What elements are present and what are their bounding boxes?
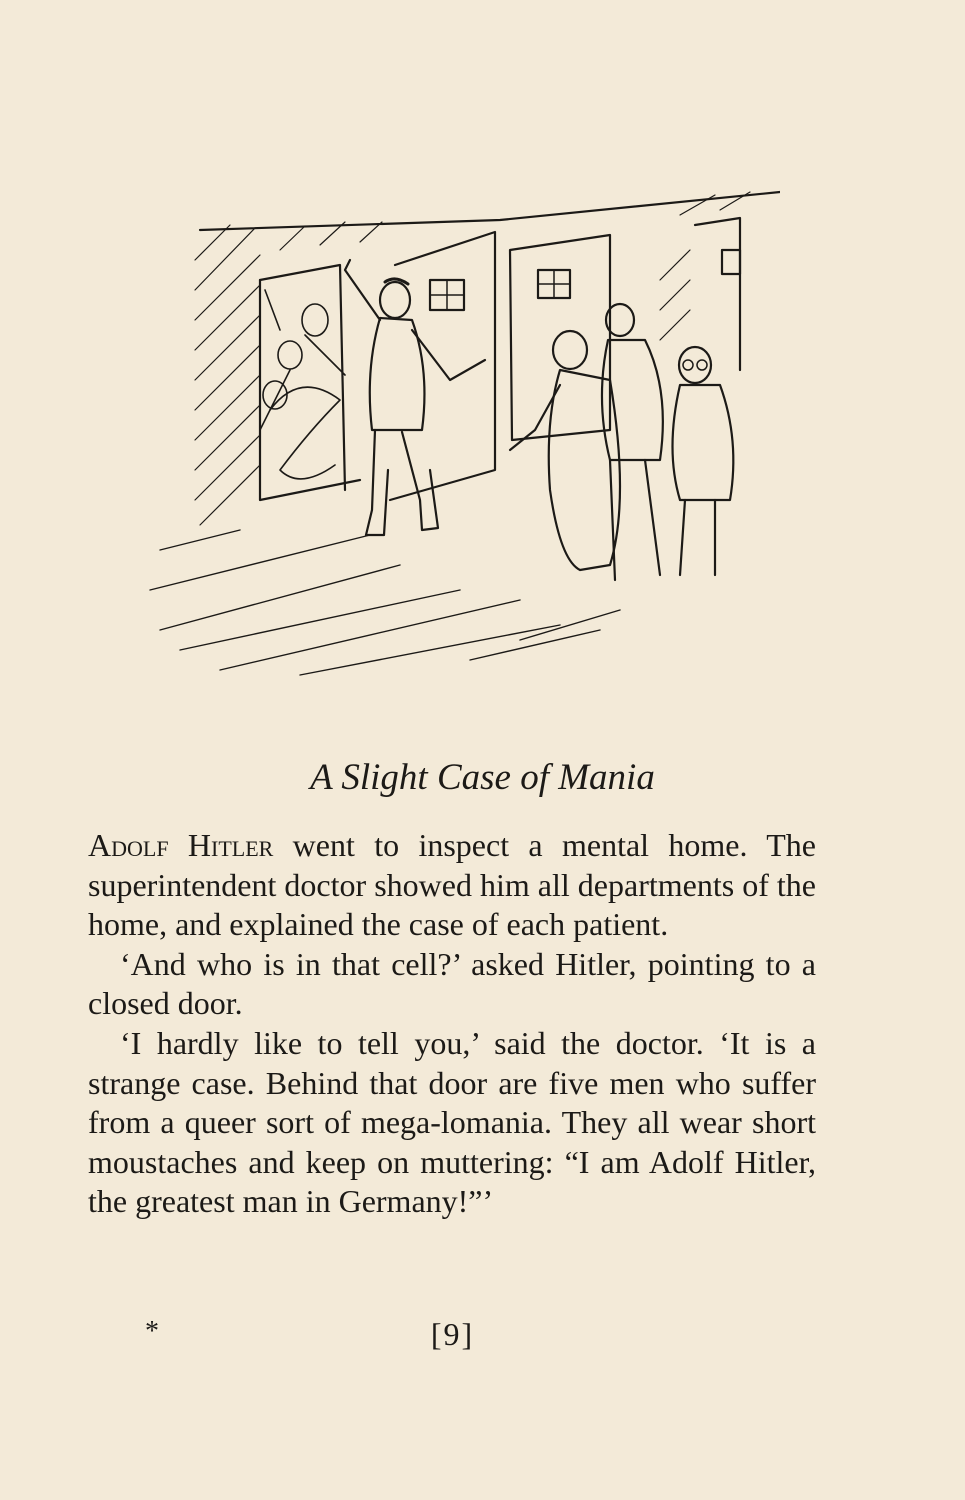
paragraph-1	[88, 826, 816, 945]
story-body	[88, 826, 816, 1222]
paragraph-1-text: went to inspect a mental home. The superintendent doctor showed him all departments of the home, and explained the case of each patient.	[88, 827, 817, 943]
paragraph-2: ‘And who is in that cell?’ asked Hitler, pointing to a closed door.	[88, 945, 816, 1022]
page-number: [9]	[430, 1316, 475, 1352]
page-footer	[0, 1316, 965, 1360]
paragraph-3: ‘I hardly like to tell you,’ said the doctor. ‘It is a strange case. Behind that door are five men who suffer from a queer sort of mega-lomania. They all wear short moustaches and keep on muttering: “I am Adolf Hitler, the greatest man in Germany!”’	[88, 1024, 816, 1220]
story-title: A Slight Case of Mania	[310, 757, 655, 798]
asterisk-mark: *	[145, 1316, 159, 1347]
cartoon-illustration-icon	[140, 170, 780, 690]
lead-small-caps: Adolf Hitler	[88, 827, 274, 863]
